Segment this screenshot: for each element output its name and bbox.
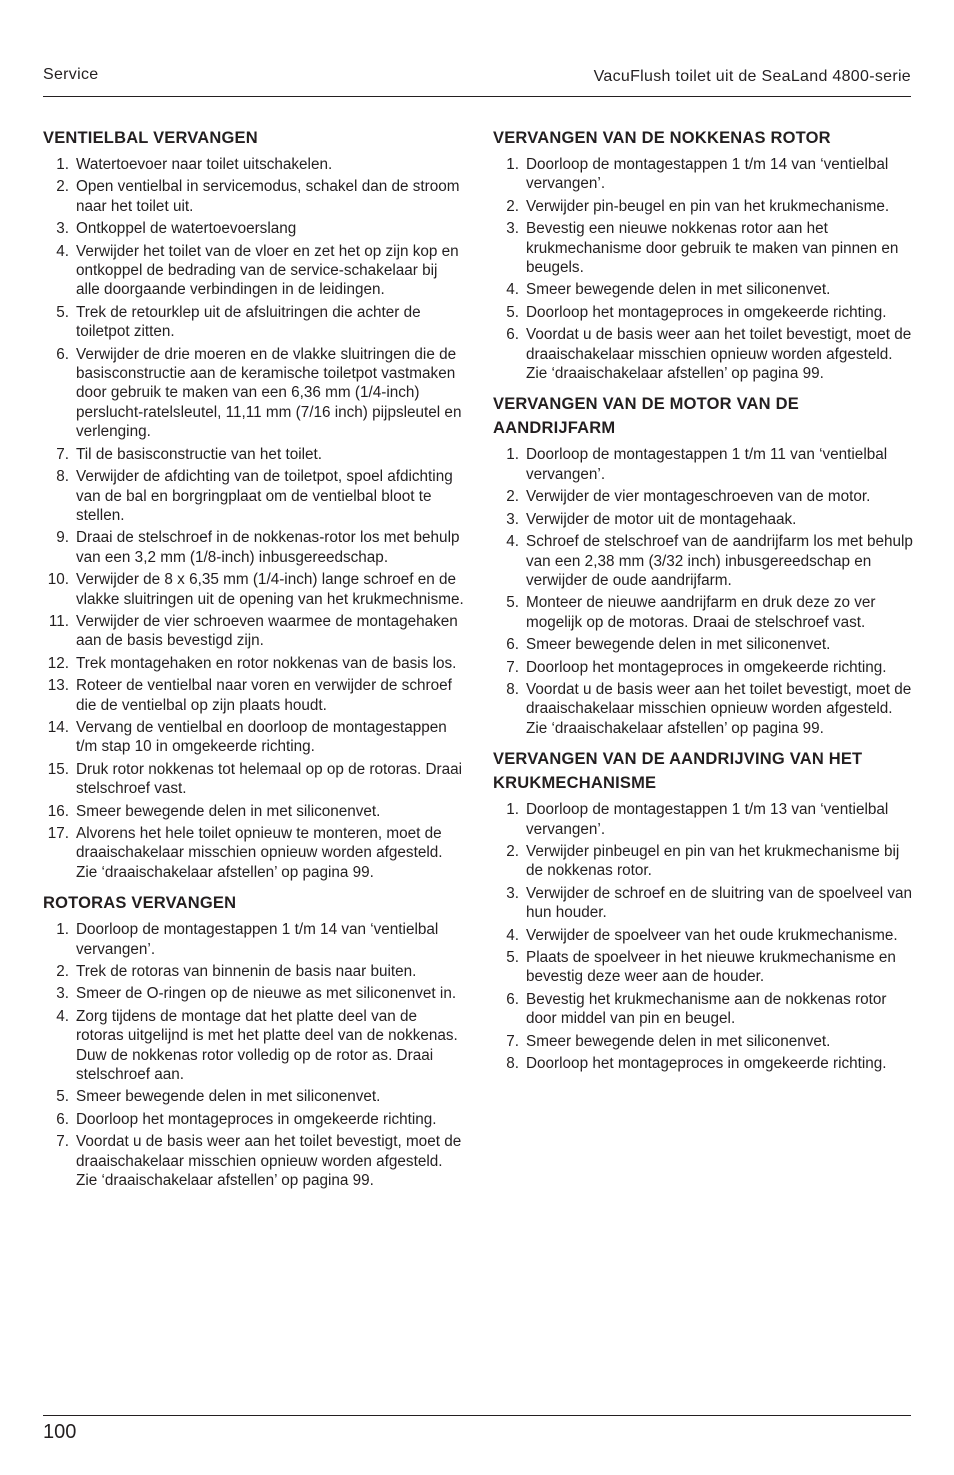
left-column [43,126,465,1200]
step-number: 13. [47,677,69,695]
step-text: Verwijder de motor uit de montagehaak. [526,510,797,528]
step-number: 7. [506,1032,519,1050]
step-item [43,1110,465,1129]
step-number: 3. [506,510,519,528]
step-number: 6. [506,326,519,344]
step-number: 11. [48,612,69,630]
step-item [493,532,915,590]
step-number: 15. [47,760,69,778]
step-text: Roteer de ventielbal naar voren en verwijder de schroef die de ventielbal op zijn plaats houdt. [76,677,452,714]
step-item [493,948,915,987]
step-number: 12. [47,654,69,672]
step-text: Verwijder de 8 x 6,35 mm (1/4-inch) lange schroef en de vlakke sluitringen uit de opening van het krukmechnisme. [76,571,464,608]
step-item [43,676,465,715]
step-text: Alvorens het hele toilet opnieuw te monteren, moet de draaischakelaar misschien opnieuw worden afgesteld. Zie ‘draaischakelaar afstellen’ op pagina 99. [76,825,443,881]
step-text: Zorg tijdens de montage dat het platte deel van de rotoras uitgelijnd is met het platte deel van de nokkenas. Duw de nokkenas rotor volledig op de rotor as. Draai stelschroef aan. [76,1007,458,1084]
step-item [493,680,915,738]
step-number: 7. [506,658,519,676]
step-text: Draai de stelschroef in de nokkenas-rotor los met behulp van een 3,2 mm (1/8-inch) inbusgereedschap. [76,529,460,566]
step-number: 5. [506,594,519,612]
step-number: 2. [506,488,519,506]
step-item [43,802,465,821]
step-item [43,920,465,959]
step-text: Vervang de ventielbal en doorloop de montagestappen t/m stap 10 in omgekeerde richting. [76,718,447,756]
step-number: 4. [506,281,519,299]
step-number: 3. [56,985,69,1003]
step-number: 14. [47,718,69,736]
step-item [493,219,915,277]
footer-rule [43,1415,911,1416]
step-item [43,654,465,673]
step-item [493,635,915,654]
step-item [43,242,465,300]
step-item [493,800,915,839]
step-text: Schroef de stelschroef van de aandrijfarm los met behulp van een 2,38 mm (3/32 inch) inbusgereedschap en verwijder de oude aandrijfarm. [526,533,913,589]
step-item [493,990,915,1029]
step-text: Verwijder de vier schroeven waarmee de montagehaken aan de basis bevestigd zijn. [76,612,458,650]
procedure-section [493,747,915,1073]
step-list [43,920,465,1190]
step-number: 6. [56,1110,69,1128]
step-text: Smeer bewegende delen in met siliconenvet. [526,281,831,299]
step-number: 3. [506,884,519,902]
right-column [493,126,915,1082]
step-item [43,962,465,981]
step-item [493,197,915,216]
step-number: 9. [56,529,69,547]
step-number: 1. [506,801,519,819]
section-heading: VENTIELBAL VERVANGEN [43,129,258,147]
section-heading: VERVANGEN VAN DE NOKKENAS ROTOR [493,129,831,147]
header-rule [43,96,911,97]
step-number: 2. [506,197,519,215]
step-list [493,155,915,383]
step-text: Bevestig het krukmechanisme aan de nokkenas rotor door middel van pin en beugel. [526,990,887,1028]
step-text: Monteer de nieuwe aandrijfarm en druk deze zo ver mogelijk op de motoras. Draai de stelschroef vast. [526,594,876,631]
step-text: Bevestig een nieuwe nokkenas rotor aan het krukmechanisme door gebruik te maken van pinnen en beugels. [526,220,899,277]
step-item [493,280,915,299]
step-number: 1. [56,156,69,173]
step-text: Verwijder de schroef en de sluitring van de spoelveel van hun houder. [526,884,913,922]
step-text: Smeer bewegende delen in met siliconenvet. [526,1032,831,1050]
step-item [43,303,465,342]
step-number: 7. [56,445,69,463]
step-text: Verwijder pinbeugel en pin van het krukmechanisme bij de nokkenas rotor. [526,842,900,880]
step-item [493,926,915,945]
step-text: Smeer bewegende delen in met siliconenvet. [526,636,831,654]
step-text: Voordat u de basis weer aan het toilet bevestigt, moet de draaischakelaar misschien opnieuw worden afgesteld. Zie ‘draaischakelaar afstellen’ op pagina 99. [526,680,912,737]
step-item [43,1132,465,1190]
step-text: Doorloop de montagestappen 1 t/m 14 van ‘ventielbal vervangen’. [76,921,439,958]
step-text: Plaats de spoelveer in het nieuwe krukmechanisme en bevestig deze weer aan de houder. [526,949,896,986]
procedure-section [493,392,915,738]
step-number: 8. [506,680,519,698]
section-heading: ROTORAS VERVANGEN [43,894,237,913]
step-item [43,1087,465,1106]
step-number: 6. [506,636,519,654]
step-number: 5. [56,303,69,321]
step-item [493,445,915,484]
procedure-section [43,891,465,1190]
step-item [43,467,465,525]
step-item [493,593,915,632]
step-text: Doorloop het montageproces in omgekeerde richting. [526,658,887,676]
step-text: Verwijder de drie moeren en de vlakke sluitringen die de basisconstructie aan de keramische toiletpot vastmaken door gebruik te maken van een 6,36 mm (1/4-inch) perslucht-ratelsleutel, 11,11 mm (7/16 inch) pijpsleutel en verlenging. [76,345,462,441]
step-text: Voordat u de basis weer aan het toilet bevestigt, moet de draaischakelaar misschien opnieuw worden afgesteld. Zie ‘draaischakelaar afstellen’ op pagina 99. [76,1133,462,1190]
step-text: Smeer bewegende delen in met siliconenvet. [76,1088,381,1106]
step-number: 6. [506,990,519,1008]
step-item [43,1007,465,1085]
step-item [493,884,915,923]
procedure-section [493,126,915,383]
step-text: Voordat u de basis weer aan het toilet bevestigt, moet de draaischakelaar misschien opnieuw worden afgesteld. Zie ‘draaischakelaar afstellen’ op pagina 99. [526,326,912,383]
step-item [493,303,915,322]
step-text: Open ventielbal in servicemodus, schakel dan de stroom naar het toilet uit. [76,178,460,215]
step-item [493,1054,915,1073]
step-number: 5. [506,949,519,966]
step-number: 2. [506,842,519,860]
step-number: 8. [56,468,69,486]
step-text: Til de basisconstructie van het toilet. [76,445,323,463]
step-text: Doorloop de montagestappen 1 t/m 11 van ‘ventielbal vervangen’. [526,446,888,483]
step-number: 10. [47,571,69,589]
step-number: 1. [56,921,69,939]
step-item [43,718,465,757]
section-heading: VERVANGEN VAN DE MOTOR VAN DE AANDRIJFARM [493,395,799,438]
step-text: Verwijder de spoelveer van het oude krukmechanisme. [526,926,898,944]
step-text: Watertoevoer naar toilet uitschakelen. [76,156,333,173]
step-item [43,345,465,442]
page-number: 100 [43,1421,77,1443]
step-text: Verwijder pin-beugel en pin van het krukmechanisme. [526,197,890,215]
step-number: 16. [47,802,69,820]
step-text: Verwijder de afdichting van de toiletpot, spoel afdichting van de bal en borgringplaat om de ventielbal bloot te stellen. [76,468,453,524]
step-item [43,155,465,174]
step-item [493,325,915,383]
step-text: Doorloop het montageproces in omgekeerde richting. [76,1110,437,1128]
step-item [43,612,465,651]
step-number: 4. [56,242,69,260]
step-item [493,842,915,881]
step-item [43,570,465,609]
step-list [43,155,465,882]
step-item [493,487,915,506]
step-item [493,1032,915,1051]
step-number: 17. [47,825,69,842]
step-text: Doorloop het montageproces in omgekeerde richting. [526,1055,887,1073]
step-text: Verwijder de vier montageschroeven van de motor. [526,488,871,506]
step-item [43,445,465,464]
section-heading: VERVANGEN VAN DE AANDRIJVING VAN HET KRUKMECHANISME [493,750,863,793]
step-item [43,760,465,799]
step-number: 3. [506,220,519,238]
step-text: Trek montagehaken en rotor nokkenas van de basis los. [76,654,457,672]
step-number: 2. [56,178,69,196]
step-number: 3. [56,220,69,238]
step-item [43,219,465,238]
step-number: 4. [56,1007,69,1025]
step-text: Verwijder het toilet van de vloer en zet het op zijn kop en ontkoppel de bedrading van de service-schakelaar bij alle doorgaande verbindingen in de leidingen. [76,242,459,299]
step-number: 6. [56,345,69,363]
step-text: Smeer de O-ringen op de nieuwe as met siliconenvet in. [76,985,457,1003]
step-text: Doorloop het montageproces in omgekeerde richting. [526,303,887,321]
step-item [493,155,915,194]
step-item [43,824,465,882]
step-item [493,510,915,529]
step-item [43,984,465,1003]
step-text: Smeer bewegende delen in met siliconenvet. [76,802,381,820]
step-number: 7. [56,1133,69,1151]
step-number: 4. [506,533,519,551]
step-number: 8. [506,1055,519,1073]
step-item [43,177,465,216]
step-text: Druk rotor nokkenas tot helemaal op op de rotoras. Draai stelschroef vast. [76,760,463,798]
step-text: Doorloop de montagestappen 1 t/m 13 van ‘ventielbal vervangen’. [526,801,889,838]
step-item [43,528,465,567]
step-number: 1. [506,156,519,173]
step-text: Ontkoppel de watertoevoerslang [76,220,297,238]
step-text: Doorloop de montagestappen 1 t/m 14 van ‘ventielbal vervangen’. [526,156,889,193]
step-number: 5. [506,303,519,321]
step-number: 1. [506,446,519,464]
step-number: 5. [56,1088,69,1106]
header-document-title: VacuFlush toilet uit de SeaLand 4800-serie [593,68,911,85]
step-text: Trek de rotoras van binnenin de basis naar buiten. [76,963,417,981]
step-text: Trek de retourklep uit de afsluitringen die achter de toiletpot zitten. [76,303,421,341]
step-number: 4. [506,926,519,944]
header-section-label: Service [43,66,99,83]
step-list [493,800,915,1073]
step-list [493,445,915,738]
step-number: 2. [56,963,69,981]
step-item [493,658,915,677]
procedure-section [43,126,465,882]
